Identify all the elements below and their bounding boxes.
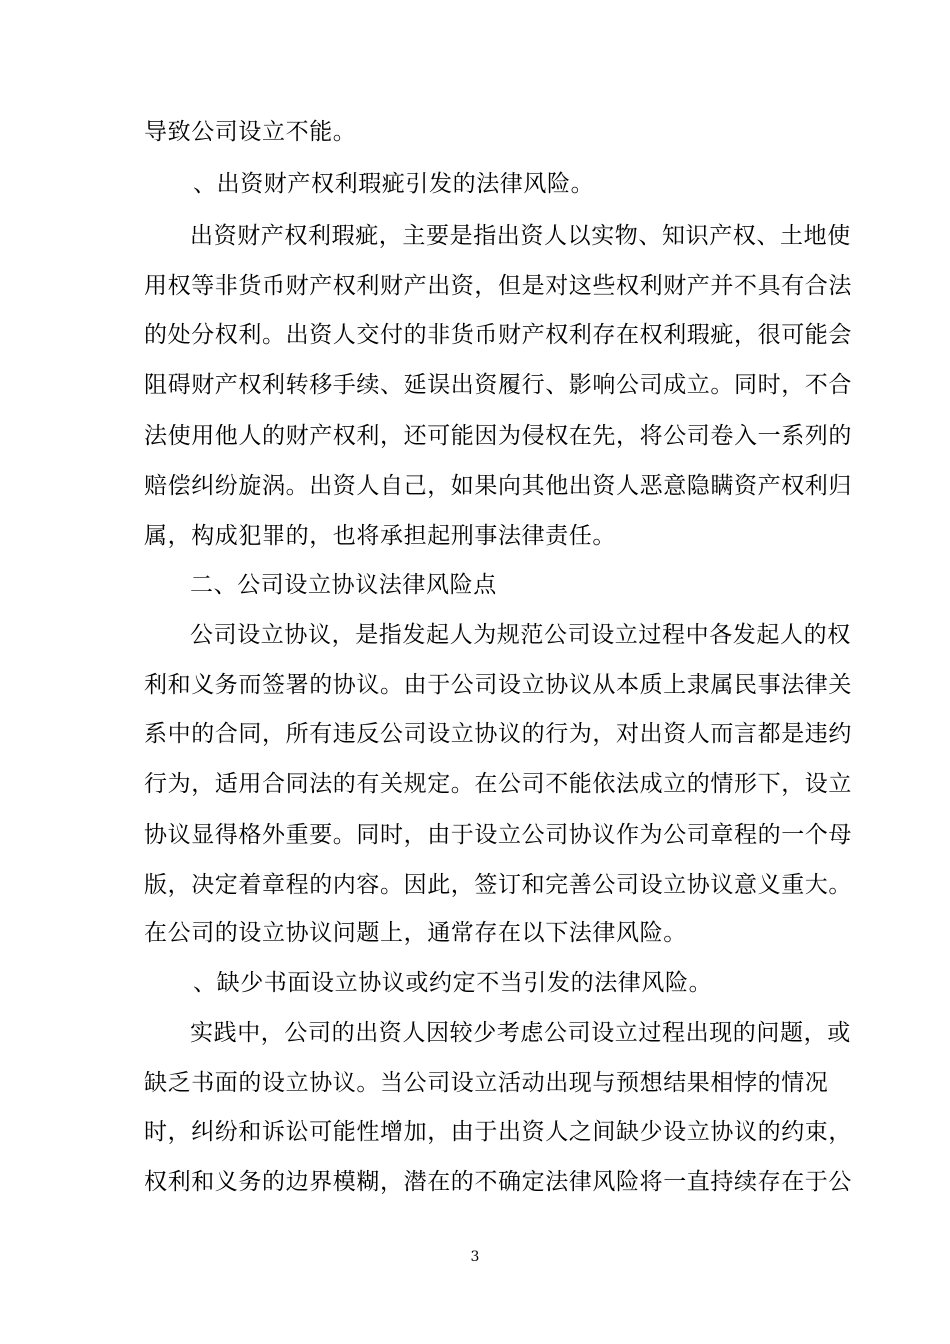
text-line: 的处分权利。出资人交付的非货币财产权利存在权利瑕疵，很可能会 [144, 322, 852, 348]
text-line: 实践中，公司的出资人因较少考虑公司设立过程出现的问题，或 [190, 1020, 851, 1046]
page-number: 3 [470, 1249, 480, 1265]
text-line: 版，决定着章程的内容。因此，签订和完善公司设立协议意义重大。 [144, 872, 852, 898]
section-subheading: 、出资财产权利瑕疵引发的法律风险。 [193, 171, 595, 197]
text-line: 阻碍财产权利转移手续、延误出资履行、影响公司成立。同时，不合 [144, 372, 852, 398]
text-line: 缺乏书面的设立协议。当公司设立活动出现与预想结果相悖的情况 [144, 1070, 829, 1096]
section-heading: 二、公司设立协议法律风险点 [190, 572, 497, 598]
text-line: 法使用他人的财产权利，还可能因为侵权在先，将公司卷入一系列的 [144, 423, 852, 449]
text-line: 利和义务而签署的协议。由于公司设立协议从本质上隶属民事法律关 [144, 672, 852, 698]
text-line: 协议显得格外重要。同时，由于设立公司协议作为公司章程的一个母 [144, 822, 852, 848]
text-line: 导致公司设立不能。 [144, 119, 357, 145]
text-line: 行为，适用合同法的有关规定。在公司不能依法成立的情形下，设立 [144, 771, 852, 797]
text-line: 时，纠纷和诉讼可能性增加，由于出资人之间缺少设立协议的约束， [144, 1119, 852, 1145]
text-line: 赔偿纠纷旋涡。出资人自己，如果向其他出资人恶意隐瞒资产权利归 [144, 473, 852, 499]
text-line: 出资财产权利瑕疵，主要是指出资人以实物、知识产权、土地使 [190, 223, 851, 249]
text-line: 公司设立协议，是指发起人为规范公司设立过程中各发起人的权 [190, 622, 851, 648]
text-line: 系中的合同，所有违反公司设立协议的行为，对出资人而言都是违约 [144, 721, 852, 747]
text-line: 权利和义务的边界模糊，潜在的不确定法律风险将一直持续存在于公 [144, 1169, 852, 1195]
text-line: 在公司的设立协议问题上，通常存在以下法律风险。 [144, 920, 687, 946]
text-line: 属，构成犯罪的，也将承担起刑事法律责任。 [144, 523, 616, 549]
section-subheading: 、缺少书面设立协议或约定不当引发的法律风险。 [193, 970, 713, 996]
text-line: 用权等非货币财产权利财产出资，但是对这些权利财产并不具有合法 [144, 273, 852, 299]
